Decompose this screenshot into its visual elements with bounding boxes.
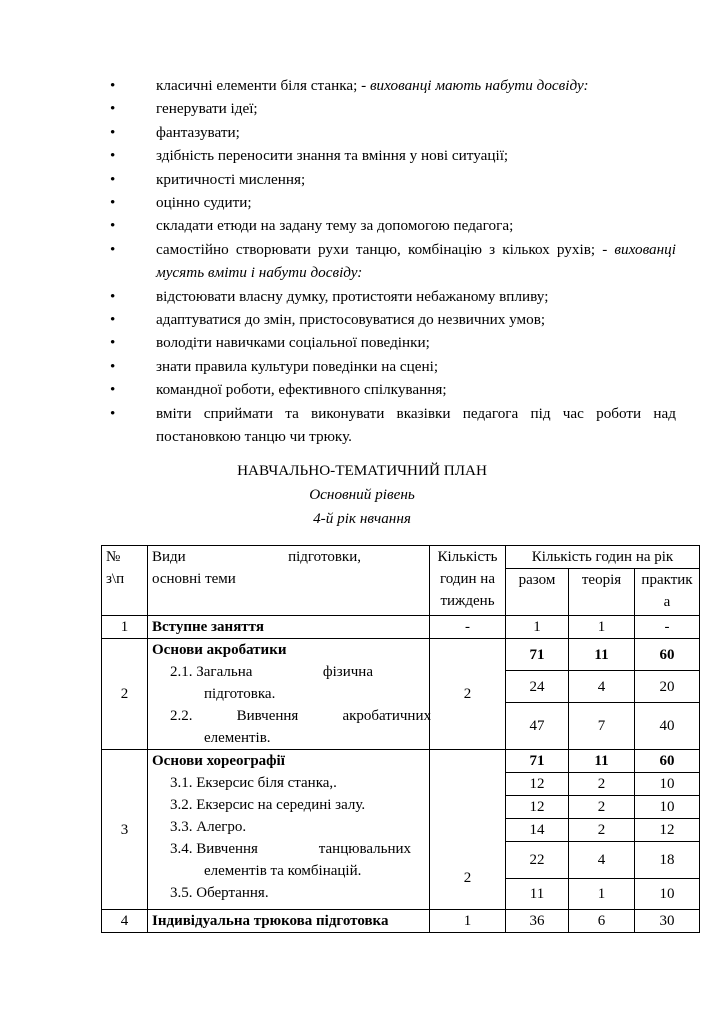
table-row: 22 4 18 (102, 842, 700, 879)
list-item: • володіти навичками соціальної поведінки; (110, 334, 430, 352)
list-item: • знати правила культури поведінки на сцені; (110, 357, 439, 375)
list-item: • складати етюди на задану тему за допомогою педагога; (110, 217, 514, 235)
table-row: 24 4 20 (102, 671, 700, 703)
header-number: № з\п (102, 546, 148, 616)
list-item: • вміти сприймати та виконувати вказівки педагога під час роботи над постановкою танцю чи трюку. (110, 404, 676, 446)
list-item: • самостійно створювати рухи танцю, комбінацію з кількох рухів; - вихованці мусять вміти і набути досвіду: (110, 240, 676, 282)
table-row: 47 7 40 (102, 703, 700, 750)
topic-stunts: Індивідуальна трюкова підготовка (148, 910, 430, 933)
list-item: • генерувати ідеї; (110, 100, 258, 118)
header-total: разом (506, 569, 569, 616)
header-practice: практик а (635, 569, 700, 616)
plan-year: 4-й рік нвчання (313, 510, 411, 527)
topic-acrobatics: Основи акробатики 2.1. Загальна фізична підготовка. 2.2. Вивчення акробатичних елементів. (148, 639, 430, 750)
plan-level: Основний рівень (309, 486, 415, 503)
header-yearly: Кількість годин на рік (506, 546, 700, 569)
table-row: 2 Основи акробатики 2.1. Загальна фізична підготовка. 2.2. Вивчення акробатичних елементів. 2 71 11 60 (102, 639, 700, 671)
topic-intro: Вступне заняття (148, 616, 430, 639)
table-row: 3 Основи хореографії 3.1. Екзерсис біля станка,. 3.2. Екзерсис на середині залу. 3.3. Алегро. 3.4. Вивчення танцювальних елементів та комбінацій. 3.5. Обертання. 2 71 11 60 (102, 750, 700, 773)
list-item: • командної роботи, ефективного спілкування; (110, 381, 447, 399)
header-topic: Види підготовки, основні теми (148, 546, 430, 616)
header-theory: теорія (569, 569, 635, 616)
table-row: 12 2 10 (102, 796, 700, 819)
table-row: 4 Індивідуальна трюкова підготовка 1 36 6 30 (102, 910, 700, 933)
list-item: • оцінно судити; (110, 194, 252, 212)
plan-title: НАВЧАЛЬНО-ТЕМАТИЧНИЙ ПЛАН (237, 462, 487, 479)
table-row: 14 2 12 (102, 819, 700, 842)
list-item: • фантазувати; (110, 123, 240, 141)
header-weekly: Кількість годин на тиждень (430, 546, 506, 616)
thematic-plan-table (101, 545, 700, 933)
list-item: • критичності мислення; (110, 170, 306, 188)
outcomes-list (108, 74, 676, 449)
table-row: 1 Вступне заняття - 1 1 - (102, 616, 700, 639)
list-item: • відстоювати власну думку, протистояти небажаному впливу; (110, 287, 549, 305)
table-row: 11 1 10 (102, 879, 700, 910)
table-header-row (102, 546, 700, 569)
table-row: 12 2 10 (102, 773, 700, 796)
list-item: • адаптуватися до змін, пристосовуватися до незвичних умов; (110, 311, 546, 329)
list-item: • здібність переносити знання та вміння у нові ситуації; (110, 147, 509, 165)
list-item: • класичні елементи біля станка; - вихованці мають набути досвіду: (110, 77, 589, 94)
topic-choreography: Основи хореографії 3.1. Екзерсис біля станка,. 3.2. Екзерсис на середині залу. 3.3. Алегро. 3.4. Вивчення танцювальних елементів та комбінацій. 3.5. Обертання. (148, 750, 430, 910)
